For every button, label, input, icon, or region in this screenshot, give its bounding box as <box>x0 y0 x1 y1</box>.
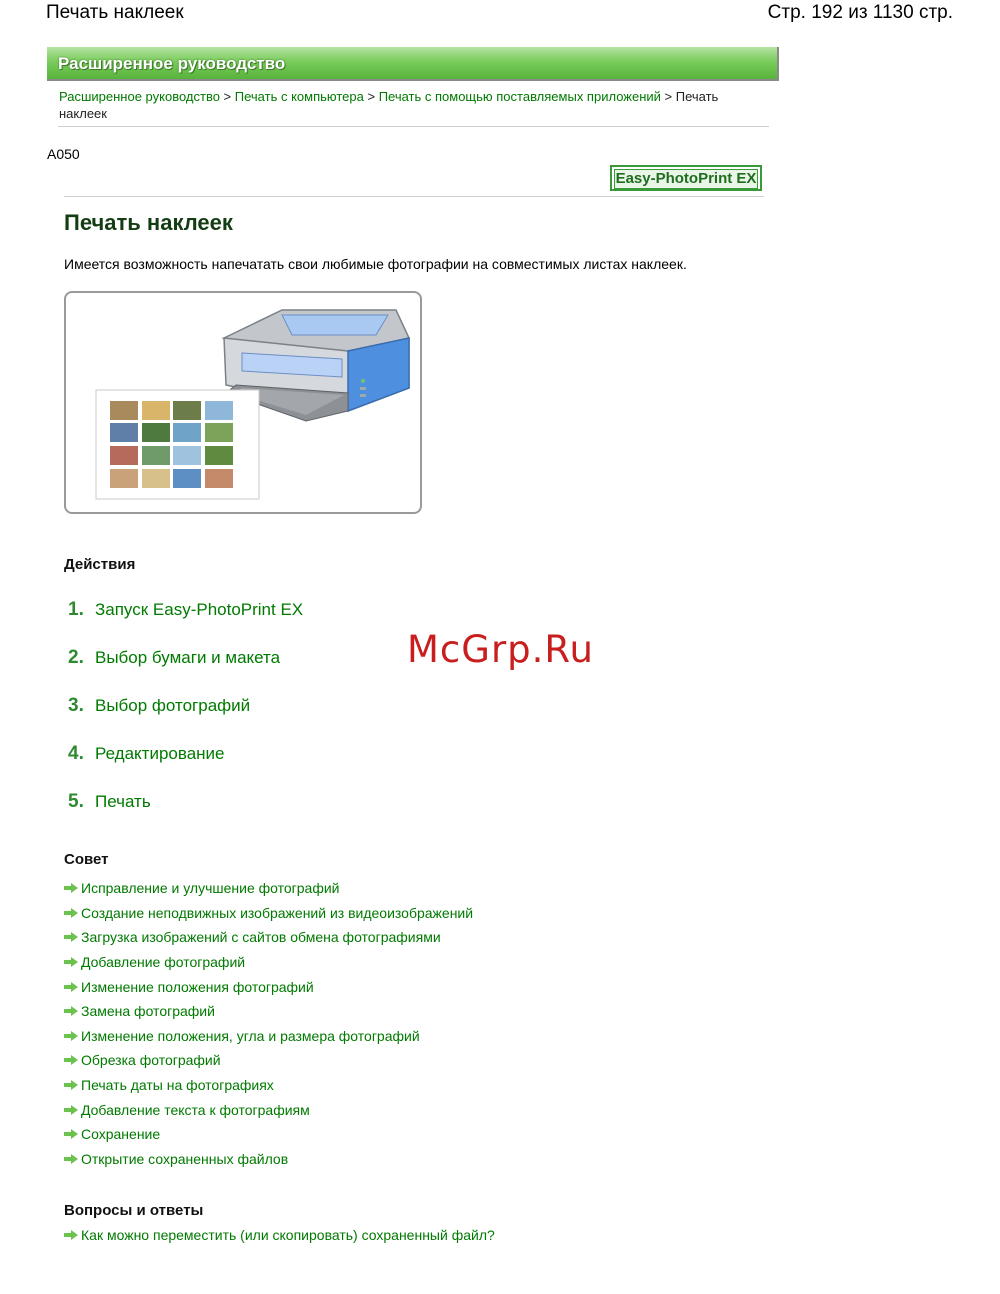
related-link-text[interactable]: Печать даты на фотографиях <box>81 1077 274 1094</box>
step-link[interactable]: Запуск Easy-PhotoPrint EX <box>95 600 304 619</box>
step-number: 5. <box>68 791 84 812</box>
step-number: 3. <box>68 695 84 716</box>
related-link-item[interactable] <box>64 1122 473 1147</box>
banner-title: Расширенное руководство <box>58 54 286 73</box>
arrow-right-icon <box>64 1006 78 1016</box>
intro-text: Имеется возможность напечатать свои любимые фотографии на совместимых листах наклеек. <box>64 256 687 272</box>
related-link-item[interactable] <box>64 1097 473 1122</box>
related-link-text[interactable]: Обрезка фотографий <box>81 1052 221 1069</box>
arrow-right-icon <box>64 1080 78 1090</box>
divider <box>58 126 769 127</box>
page-header-title: Печать наклеек <box>46 2 184 23</box>
step-number: 2. <box>68 647 84 668</box>
breadcrumb-separator: > <box>219 89 235 104</box>
breadcrumb-link-advanced-guide[interactable]: Расширенное руководство <box>59 89 220 104</box>
related-link-text[interactable]: Замена фотографий <box>81 1003 215 1020</box>
document-code: A050 <box>47 146 80 162</box>
steps-heading: Действия <box>64 556 136 573</box>
related-link-text[interactable]: Загрузка изображений с сайтов обмена фотографиями <box>81 929 441 946</box>
printer-with-sticker-sheet-icon <box>66 293 420 512</box>
arrow-right-icon <box>64 1129 78 1139</box>
related-link-item[interactable] <box>64 1024 473 1049</box>
faq-heading: Вопросы и ответы <box>64 1202 204 1219</box>
related-link-item[interactable] <box>64 1147 473 1172</box>
related-link-text[interactable]: Как можно переместить (или скопировать) сохраненный файл? <box>81 1227 495 1244</box>
arrow-right-icon <box>64 883 78 893</box>
arrow-right-icon <box>64 957 78 967</box>
arrow-right-icon <box>64 982 78 992</box>
app-logo-text: Easy-PhotoPrint EX <box>615 170 757 187</box>
arrow-right-icon <box>64 908 78 918</box>
related-link-item[interactable] <box>64 1048 473 1073</box>
arrow-right-icon <box>64 1031 78 1041</box>
related-link-item[interactable] <box>64 974 473 999</box>
step-link[interactable]: Выбор фотографий <box>95 696 251 715</box>
related-link-text[interactable]: Создание неподвижных изображений из видеоизображений <box>81 904 474 921</box>
tips-heading: Совет <box>64 851 109 868</box>
arrow-right-icon <box>64 1105 78 1115</box>
step-number: 1. <box>68 599 84 620</box>
breadcrumb-link-print-from-computer[interactable]: Печать с компьютера <box>234 89 364 104</box>
breadcrumb <box>59 88 764 122</box>
step-link[interactable]: Печать <box>95 792 151 811</box>
related-link-text[interactable]: Исправление и улучшение фотографий <box>81 880 340 897</box>
related-link-item[interactable] <box>64 925 473 950</box>
related-link-item[interactable] <box>64 950 473 975</box>
page-indicator: Стр. 192 из 1130 стр. <box>767 2 953 23</box>
related-link-item[interactable] <box>64 876 473 901</box>
related-link-text[interactable]: Добавление текста к фотографиям <box>81 1101 310 1118</box>
watermark: McGrp.Ru <box>407 628 594 671</box>
divider <box>64 196 764 197</box>
related-link-item[interactable] <box>64 1223 495 1248</box>
section-banner <box>47 47 779 81</box>
tips-link-list <box>64 876 473 1171</box>
arrow-right-icon <box>64 1154 78 1164</box>
breadcrumb-separator: > <box>363 89 379 104</box>
app-logo-badge <box>610 165 762 191</box>
breadcrumb-link-bundled-apps[interactable]: Печать с помощью поставляемых приложений <box>378 89 661 104</box>
related-link-text[interactable]: Изменение положения фотографий <box>81 978 314 995</box>
breadcrumb-current: Печать наклеек <box>59 89 719 121</box>
related-link-text[interactable]: Изменение положения, угла и размера фотографий <box>81 1027 420 1044</box>
faq-link-list <box>64 1223 495 1248</box>
related-link-item[interactable] <box>64 999 473 1024</box>
breadcrumb-separator: > <box>660 89 676 104</box>
related-link-text[interactable]: Добавление фотографий <box>81 954 246 971</box>
related-link-item[interactable] <box>64 1073 473 1098</box>
arrow-right-icon <box>64 1055 78 1065</box>
arrow-right-icon <box>64 1230 78 1240</box>
related-link-item[interactable] <box>64 901 473 926</box>
arrow-right-icon <box>64 932 78 942</box>
step-link[interactable]: Выбор бумаги и макета <box>95 648 281 667</box>
related-link-text[interactable]: Сохранение <box>81 1126 161 1143</box>
step-link[interactable]: Редактирование <box>95 744 225 763</box>
page-title: Печать наклеек <box>64 210 233 235</box>
step-number: 4. <box>68 743 84 764</box>
related-link-text[interactable]: Открытие сохраненных файлов <box>81 1150 289 1167</box>
printer-illustration <box>64 291 422 514</box>
